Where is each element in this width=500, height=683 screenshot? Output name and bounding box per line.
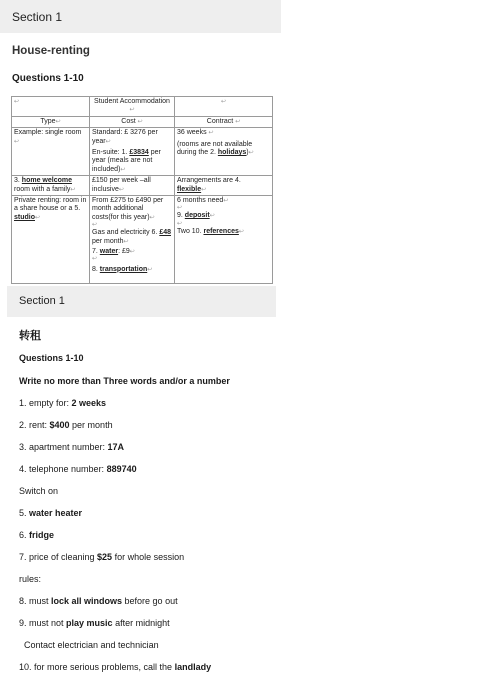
list-item: Contact electrician and technician [19, 640, 159, 650]
list-item: 3. apartment number: 17A [19, 442, 125, 452]
answer-9: deposit [184, 212, 210, 220]
list-item: Switch on [19, 486, 59, 496]
table-cell: 6 months need↩ ↩ 9. deposit↩ ↩ Two 10. references↩ [175, 195, 273, 283]
column-header-type: Type↩ [12, 116, 90, 127]
list-item: 4. telephone number: 889740 [19, 464, 137, 474]
table-cell: 3. home welcome room with a family↩ [12, 176, 90, 196]
table-row [12, 195, 273, 283]
table-row [12, 176, 273, 196]
section-header-top [0, 0, 281, 33]
table-row [12, 116, 273, 127]
accommodation-table [11, 96, 273, 284]
table-cell: Private renting: room in a share house or a 5. studio↩ [12, 195, 90, 283]
table-row [12, 97, 273, 117]
table-cell: £150 per week –all inclusive↩ [90, 176, 175, 196]
table-cell: From £275 to £490 per month additional costs(for this year)↩ ↩ Gas and electricity 6. £48 per month↩ 7. water: £9↩ ↩ 8. transportation↩ [90, 195, 175, 283]
table-cell: Standard: £ 3276 per year↩ En-suite: 1. £3834 per year (meals are not included)↩ [90, 128, 175, 176]
list-item: 2. rent: $400 per month [19, 420, 113, 430]
section-title-bottom: Section 1 [19, 295, 65, 307]
list-item: 7. price of cleaning $25 for whole session [19, 552, 185, 562]
questions-heading-top: Questions 1-10 [12, 73, 84, 84]
table-cell: Example: single room ↩ [12, 128, 90, 176]
table-cell: 36 weeks ↩ (rooms are not available during the 2. holidays)↩ [175, 128, 273, 176]
table-cell: ↩ [175, 97, 273, 117]
answer-2: holidays [217, 148, 247, 156]
table-cell: Arrangements are 4. flexible↩ [175, 176, 273, 196]
answer-1: £3834 [129, 148, 149, 156]
list-item: 8. must lock all windows before go out [19, 596, 178, 606]
questions-heading-bottom: Questions 1-10 [19, 353, 84, 363]
table-cell: ↩ [12, 97, 90, 117]
answer-4: flexible [177, 185, 202, 193]
table-row [12, 128, 273, 176]
column-header-cost: Cost ↩ [90, 116, 175, 127]
list-item: 6. fridge [19, 530, 55, 540]
page-title-bottom: 转租 [19, 330, 41, 342]
page-title-top: House-renting [12, 45, 90, 57]
answer-3: home welcome [21, 177, 72, 185]
answer-10: references [203, 228, 239, 236]
section-title-top: Section 1 [12, 10, 63, 24]
answer-6: £48 [159, 229, 171, 237]
answer-8: transportation [99, 265, 148, 273]
list-item: 1. empty for: 2 weeks [19, 398, 107, 408]
instruction: Write no more than Three words and/or a number [19, 376, 230, 386]
table-caption: Student Accommodation [94, 98, 170, 105]
table-cell: Student Accommodation ↩ [90, 97, 175, 117]
section-header-bottom [7, 286, 276, 317]
list-item: 5. water heater [19, 508, 83, 518]
answer-7: water [99, 248, 119, 256]
answer-5: studio [14, 213, 35, 221]
column-header-contract: Contract ↩ [175, 116, 273, 127]
list-item: 10. for more serious problems, call the landlady [19, 662, 212, 672]
list-item: 9. must not play music after midnight [19, 618, 170, 628]
list-item: rules: [19, 574, 42, 584]
